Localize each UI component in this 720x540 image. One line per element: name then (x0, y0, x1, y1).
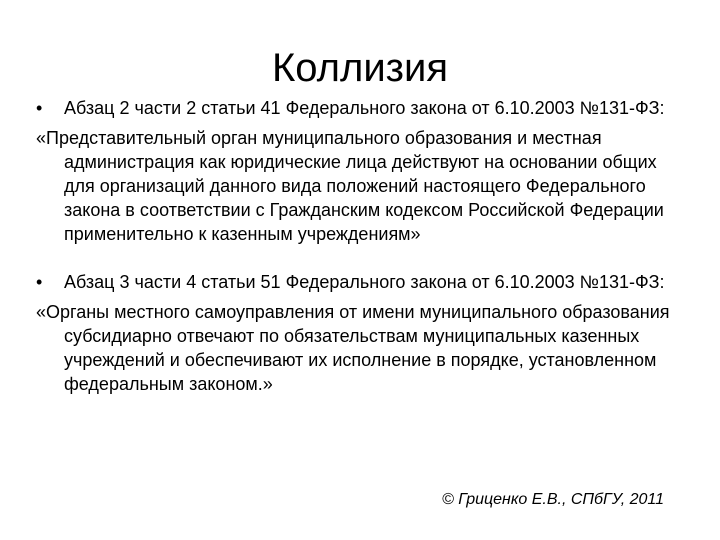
law-quote: «Органы местного самоуправления от имени муниципального образования субсидиарно отвечают по обязательствам муниципальных казенных учреждений и обеспечивают их исполнение в порядке, установленном федеральным законом.» (36, 302, 670, 394)
bullet-block-2 (36, 270, 686, 396)
slide-content (36, 96, 686, 396)
bullet-block-1 (36, 96, 686, 246)
slide-title: Коллизия (271, 46, 449, 90)
bullet-marker: • (36, 272, 43, 292)
bullet-marker: • (36, 98, 43, 118)
bullet-text: Абзац 2 части 2 статьи 41 Федерального закона от 6.10.2003 №131-ФЗ: (64, 98, 665, 118)
spacer (36, 246, 686, 270)
bullet-text: Абзац 3 части 4 статьи 51 Федерального закона от 6.10.2003 №131-ФЗ: (64, 272, 665, 292)
copyright-notice: © Гриценко Е.В., СПбГУ, 2011 (441, 491, 664, 508)
bullet-item (36, 270, 686, 294)
law-quote: «Представительный орган муниципального образования и местная администрация как юридические лица действуют на основании общих для организаций данного вида положений настоящего Федерального закона в соответствии с Гражданским кодексом Российской Федерации применительно к казенным учреждениям» (36, 128, 664, 244)
bullet-item (36, 96, 686, 120)
